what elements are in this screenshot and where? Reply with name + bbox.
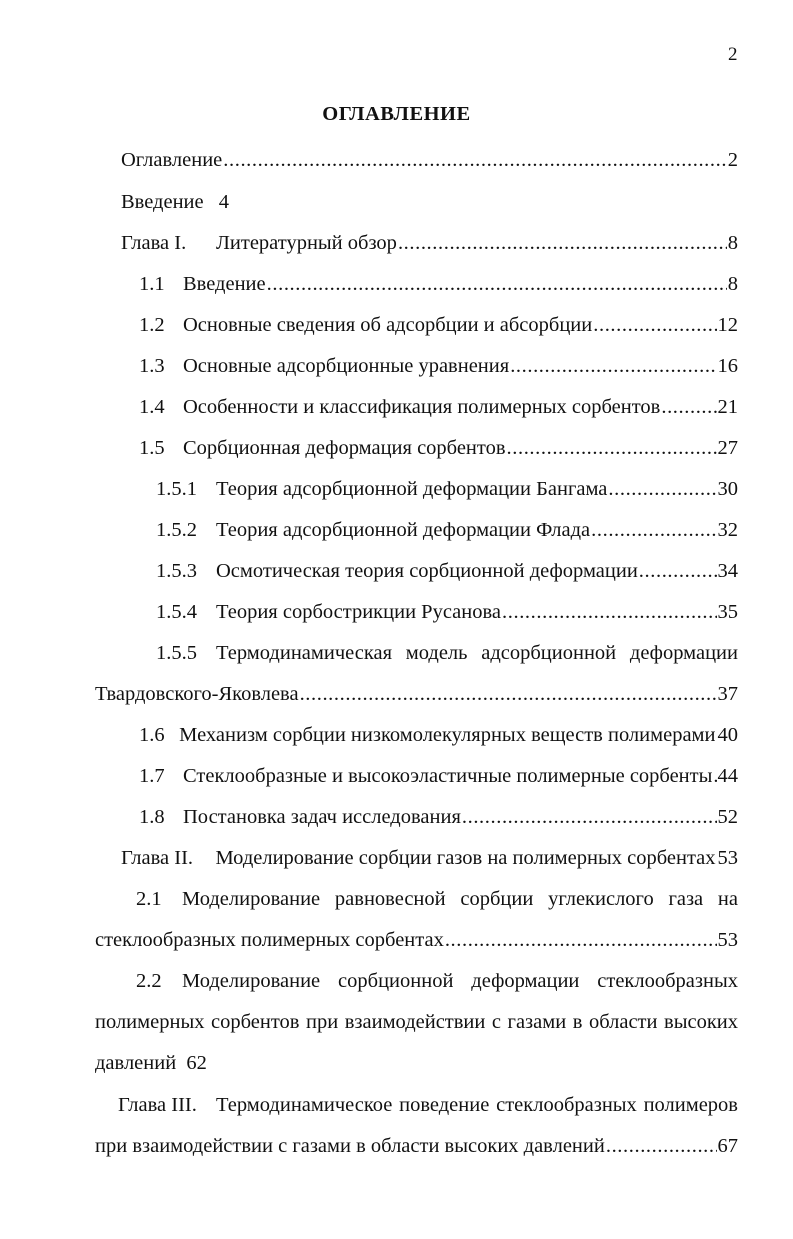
dot-leader [300, 682, 717, 706]
toc-page: 8 [727, 232, 738, 254]
toc-label: Моделирование сорбционной деформации стеклообразных [182, 970, 738, 992]
toc-label: Теория адсорбционной деформации Бангама [216, 478, 608, 500]
toc-entry-1-5-4[interactable] [156, 600, 738, 624]
toc-number: 1.5.5 [156, 642, 197, 664]
toc-page: 37 [717, 683, 738, 705]
toc-entry-1-4[interactable] [139, 395, 738, 419]
toc-entry-2-2-cont2[interactable] [95, 1051, 207, 1075]
page-number: 2 [728, 44, 738, 65]
toc-label: Термодинамическая модель адсорбционной деформации [216, 642, 738, 664]
toc-label: Осмотическая теория сорбционной деформации [216, 560, 638, 582]
dot-leader [398, 231, 727, 255]
toc-page: 53 [717, 847, 738, 869]
toc-number: 2.1 [136, 888, 162, 910]
dot-leader [462, 805, 717, 829]
toc-number: 1.5.4 [156, 601, 197, 623]
toc-page: 52 [717, 806, 738, 828]
toc-label: давлений [95, 1052, 177, 1074]
dot-leader [445, 928, 717, 952]
toc-entry-1-3[interactable] [139, 354, 738, 378]
dot-leader [502, 600, 716, 624]
dot-leader [507, 436, 717, 460]
toc-entry-chapter-2[interactable] [121, 846, 738, 870]
toc-page: 40 [717, 724, 738, 746]
toc-label: Литературный обзор [216, 232, 397, 254]
dot-leader [608, 477, 716, 501]
toc-label: Введение [183, 273, 266, 295]
toc-label: Оглавление [121, 149, 223, 171]
toc-label: Твардовского-Яковлева [95, 683, 299, 705]
toc-label: Моделирование сорбции газов на полимерных сорбентах [215, 847, 716, 869]
toc-label: Основные сведения об адсорбции и абсорбции [183, 314, 593, 336]
dot-leader [713, 764, 716, 788]
toc-number: 1.2 [139, 314, 165, 336]
toc-entry-1-5-5-cont[interactable] [95, 682, 738, 706]
toc-entry-chapter-1[interactable] [121, 231, 738, 255]
toc-label: Постановка задач исследования [183, 806, 461, 828]
dot-leader [223, 148, 726, 172]
toc-entry-1-8[interactable] [139, 805, 738, 829]
toc-page: 4 [218, 191, 230, 213]
toc-label: стеклообразных полимерных сорбентах [95, 929, 444, 951]
toc-number: 1.8 [139, 806, 165, 828]
page-title: ОГЛАВЛЕНИЕ [322, 103, 471, 125]
toc-entry-vvedenie[interactable] [121, 190, 229, 214]
toc-page: 35 [717, 601, 738, 623]
dot-leader [639, 559, 717, 583]
toc-page: 27 [717, 437, 738, 459]
toc-label: Механизм сорбции низкомолекулярных веществ полимерами [179, 724, 716, 746]
toc-entry-1-1[interactable] [139, 272, 738, 296]
dot-leader [267, 272, 727, 296]
toc-number: Глава III. [118, 1094, 197, 1116]
toc-entry-1-5-2[interactable] [156, 518, 738, 542]
toc-number: 1.5.3 [156, 560, 197, 582]
dot-leader [606, 1134, 717, 1158]
toc-entry-oglavlenie[interactable] [121, 148, 738, 172]
toc-entry-1-5-3[interactable] [156, 559, 738, 583]
toc-label: Сорбционная деформация сорбентов [183, 437, 506, 459]
toc-page: 16 [717, 355, 738, 377]
toc-entry-1-2[interactable] [139, 313, 738, 337]
toc-page: 62 [186, 1052, 207, 1074]
toc-label: Особенности и классификация полимерных сорбентов [183, 396, 661, 418]
toc-label: Теория адсорбционной деформации Флада [216, 519, 591, 541]
toc-number: Глава II. [121, 847, 194, 869]
toc-number: 1.6 [139, 724, 165, 746]
toc-label: Основные адсорбционные уравнения [183, 355, 510, 377]
toc-number: 1.1 [139, 273, 165, 295]
toc-entry-1-6[interactable] [139, 723, 738, 747]
toc-number: 1.3 [139, 355, 165, 377]
toc-page: 67 [717, 1135, 738, 1157]
toc-entry-1-7[interactable] [139, 764, 738, 788]
toc-number: 1.5.2 [156, 519, 197, 541]
toc-page: 32 [717, 519, 738, 541]
toc-label: Моделирование равновесной сорбции углекислого газа на [182, 888, 738, 910]
toc-entry-1-5-5[interactable] [156, 641, 738, 665]
dot-leader [591, 518, 716, 542]
toc-page: 12 [717, 314, 738, 336]
toc-label: Теория сорбострикции Русанова [216, 601, 502, 623]
toc-page: 53 [717, 929, 738, 951]
toc-number: 1.4 [139, 396, 165, 418]
toc-number: 1.5.1 [156, 478, 197, 500]
dot-leader [593, 313, 716, 337]
toc-entry-2-2-cont[interactable]: полимерных сорбентов при взаимодействии с газами в области высоких [95, 1011, 738, 1033]
toc-entry-chapter-3[interactable] [118, 1093, 738, 1117]
toc-label: при взаимодействии с газами в области высоких давлений [95, 1135, 605, 1157]
toc-entry-1-5[interactable] [139, 436, 738, 460]
toc-number: 2.2 [136, 970, 162, 992]
toc-label: Стеклообразные и высокоэластичные полимерные сорбенты [183, 765, 713, 787]
toc-entry-1-5-1[interactable] [156, 477, 738, 501]
toc-entry-2-1[interactable] [136, 887, 738, 911]
toc-page: 21 [717, 396, 738, 418]
toc-number: Глава I. [121, 232, 187, 254]
dot-leader [510, 354, 716, 378]
toc-number: 1.7 [139, 765, 165, 787]
toc-label: Введение [121, 191, 204, 213]
toc-number: 1.5 [139, 437, 165, 459]
toc-label: Термодинамическое поведение стеклообразных полимеров [216, 1094, 738, 1116]
toc-page: 2 [727, 149, 738, 171]
toc-page: 34 [717, 560, 738, 582]
toc-page: 8 [727, 273, 738, 295]
toc-entry-2-1-cont[interactable] [95, 928, 738, 952]
dot-leader [661, 395, 716, 419]
toc-page: 44 [717, 765, 738, 787]
toc-page: 30 [717, 478, 738, 500]
toc-entry-chapter-3-cont[interactable] [95, 1134, 738, 1158]
toc-entry-2-2[interactable] [136, 969, 738, 993]
